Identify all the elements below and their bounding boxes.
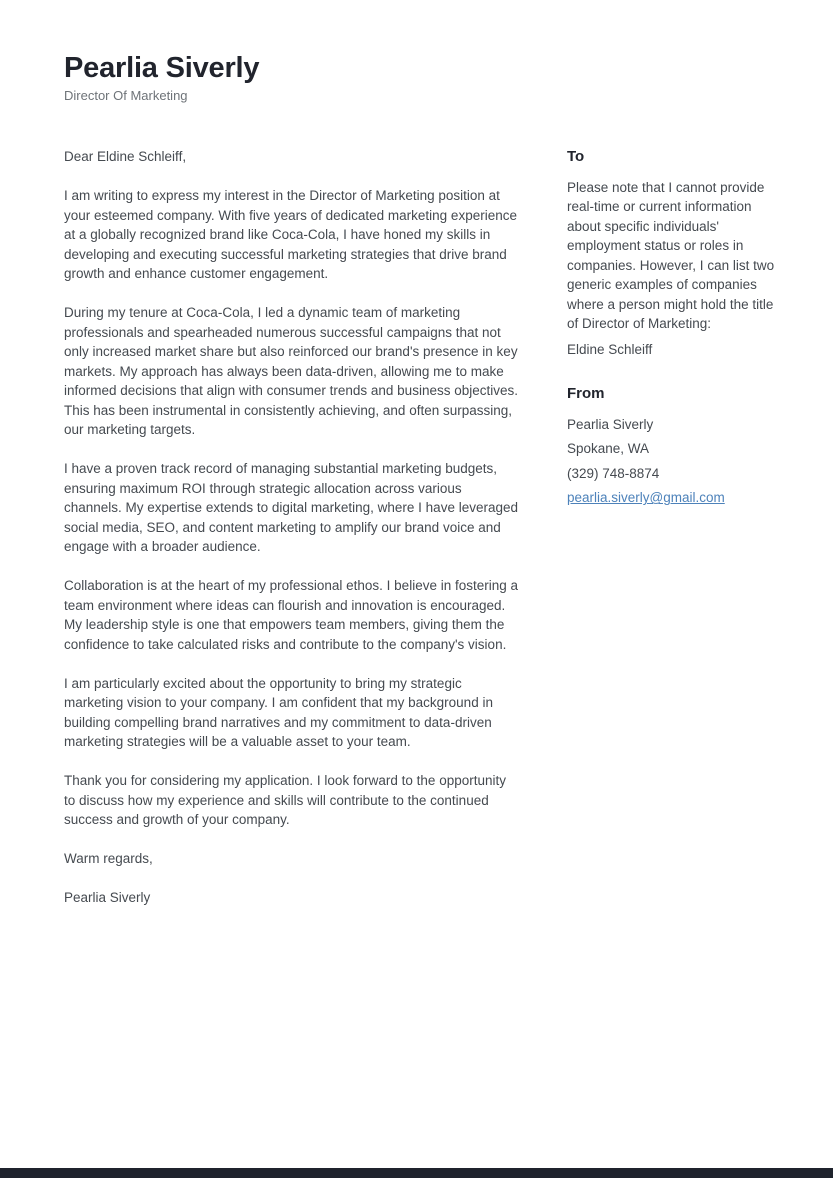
person-job-title: Director Of Marketing xyxy=(64,88,188,104)
letter-paragraph: During my tenure at Coca-Cola, I led a dynamic team of marketing professionals and spearheaded numerous successful campaigns that not only increased market share but also reinforced our brand's presence in key markets. My approach has always been data-driven, allowing me to make informed decisions that align with consumer trends and business objectives. This has been instrumental in consistently achieving, and often surpassing, our marketing targets. xyxy=(64,305,518,438)
from-heading: From xyxy=(567,385,605,403)
sender-email-link[interactable]: pearlia.siverly@gmail.com xyxy=(567,490,725,506)
to-heading: To xyxy=(567,148,585,166)
recipient-name: Eldine Schleiff xyxy=(567,341,653,357)
signature-name: Pearlia Siverly xyxy=(64,890,151,906)
to-note: Please note that I cannot provide real-time or current information about specific individuals' employment status or roles in companies. However, I can list two generic examples of companies where a person might hold the title of Director of Marketing: xyxy=(567,179,775,332)
letter-paragraph: Thank you for considering my application. I look forward to the opportunity to discuss how my experience and skills will contribute to the continued success and growth of your company. xyxy=(64,773,506,828)
sender-location: Spokane, WA xyxy=(567,441,650,457)
to-section xyxy=(567,147,779,359)
from-section xyxy=(567,384,779,508)
closing-line: Warm regards, xyxy=(64,851,153,867)
letter-header xyxy=(0,0,833,103)
letter-sidebar xyxy=(567,147,779,908)
letter-paragraph: I have a proven track record of managing substantial marketing budgets, ensuring maximum ROI through strategic allocation across various channels. My expertise extends to digital marketing, where I have leveraged social media, SEO, and content marketing to amplify our brand voice and engage with a broader audience. xyxy=(64,461,518,555)
letter-paragraph: I am particularly excited about the opportunity to bring my strategic marketing vision to your company. I am confident that my background in building compelling brand narratives and my commitment to data-driven marketing strategies will be a valuable asset to your team. xyxy=(64,675,493,750)
sender-phone: (329) 748-8874 xyxy=(567,465,660,481)
letter-content xyxy=(64,147,779,908)
salutation: Dear Eldine Schleiff, xyxy=(64,149,187,165)
letter-paragraph: I am writing to express my interest in the Director of Marketing position at your esteemed company. With five years of dedicated marketing experience at a globally recognized brand like Coca-Cola, I have honed my skills in developing and executing successful marketing strategies that drive brand growth and enhance customer engagement. xyxy=(64,188,517,282)
page-footer-bar xyxy=(0,1168,833,1178)
letter-paragraph: Collaboration is at the heart of my professional ethos. I believe in fostering a team environment where ideas can flourish and innovation is encouraged. My leadership style is one that empowers team members, giving them the confidence to take calculated risks and contribute to the company's vision. xyxy=(64,578,519,652)
sender-name: Pearlia Siverly xyxy=(567,416,654,432)
letter-body xyxy=(64,147,519,908)
person-name: Pearlia Siverly xyxy=(64,52,260,84)
